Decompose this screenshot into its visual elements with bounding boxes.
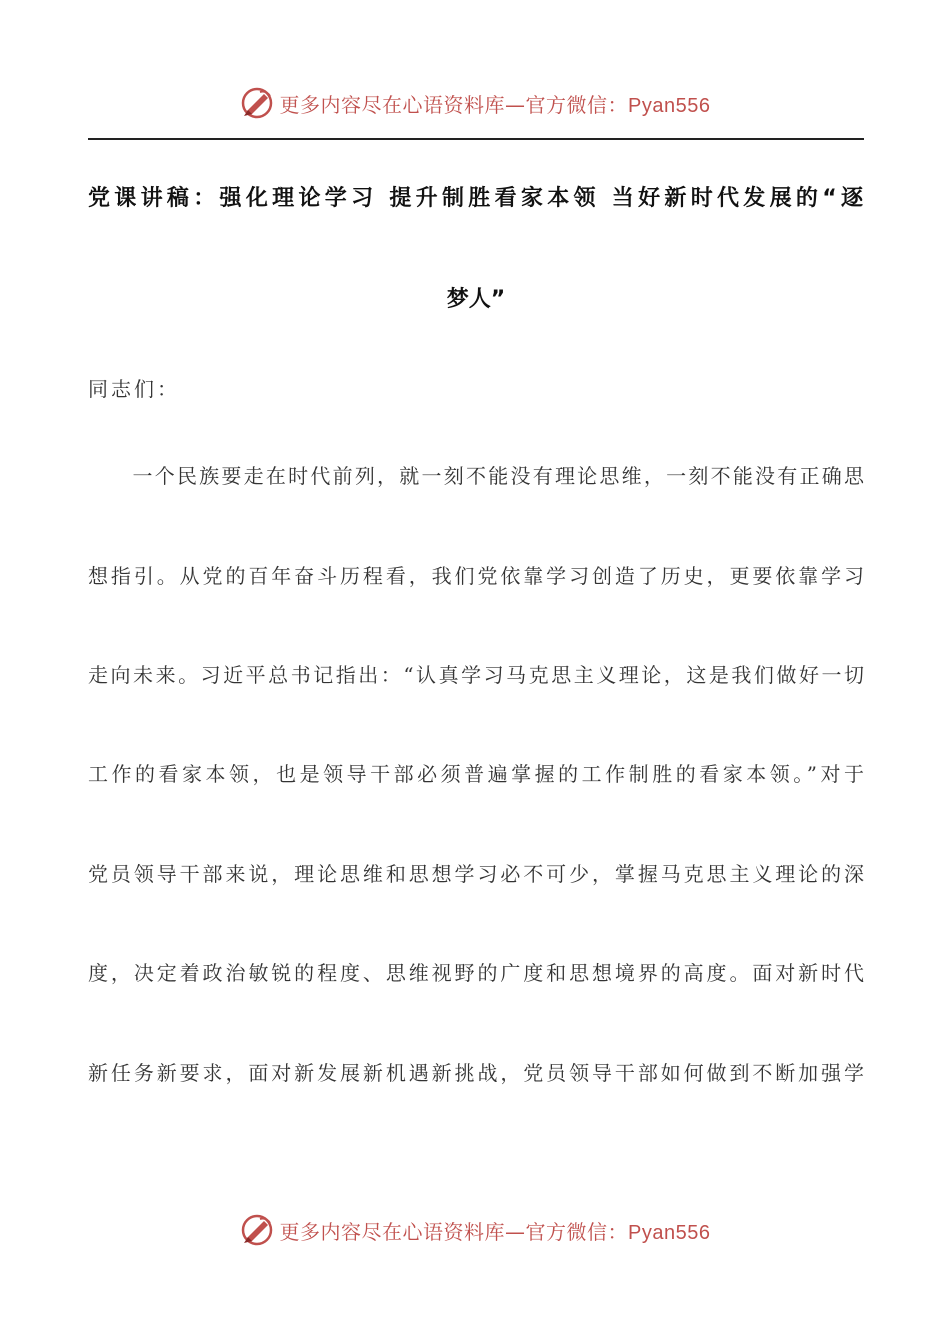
body-line: 想指引。从党的百年奋斗历程看，我们党依靠学习创造了历史，更要依靠学习	[88, 564, 864, 588]
header-wechat-id: Pyan556	[628, 94, 711, 117]
header-dash: —	[505, 92, 526, 117]
footer-site-name: 更多内容尽在心语资料库	[279, 1219, 506, 1244]
body-line: 走向未来。习近平总书记指出：“认真学习马克思主义理论，这是我们做好一切	[88, 663, 864, 687]
footer-wechat-id: Pyan556	[628, 1221, 711, 1244]
body-line: 工作的看家本领，也是领导干部必须普遍掌握的工作制胜的看家本领。”对于	[88, 762, 864, 786]
document-title-line-2: 梦人”	[446, 287, 506, 312]
greeting: 同志们：	[88, 377, 180, 401]
pen-logo-icon	[240, 86, 274, 120]
body-line: 新任务新要求，面对新发展新机遇新挑战，党员领导干部如何做到不断加强学	[88, 1061, 864, 1085]
footer-dash: —	[505, 1219, 526, 1244]
body-line: 一个民族要走在时代前列，就一刻不能没有理论思维，一刻不能没有正确思	[88, 464, 864, 488]
body-line: 党员领导干部来说，理论思维和思想学习必不可少，掌握马克思主义理论的深	[88, 862, 864, 886]
header-site-name: 更多内容尽在心语资料库	[279, 92, 506, 117]
header-banner-text	[280, 89, 711, 118]
document-title-line-1: 党课讲稿：强化理论学习 提升制胜看家本领 当好新时代发展的“逐	[88, 186, 864, 211]
footer-banner-text	[280, 1216, 711, 1245]
header-banner	[0, 83, 950, 123]
footer-wechat-label: 官方微信：	[525, 1219, 629, 1244]
footer-banner	[0, 1210, 950, 1250]
header-divider	[88, 138, 864, 140]
body-line: 度，决定着政治敏锐的程度、思维视野的广度和思想境界的高度。面对新时代	[88, 961, 864, 985]
pen-logo-icon	[240, 1213, 274, 1247]
header-wechat-label: 官方微信：	[525, 92, 629, 117]
